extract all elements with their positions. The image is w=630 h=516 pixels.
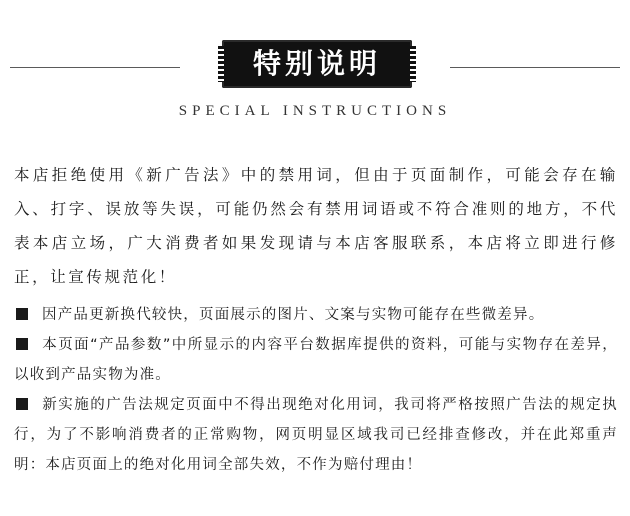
header-rule-left: [10, 67, 180, 68]
note-item: [14, 390, 618, 480]
square-bullet-icon: [16, 338, 28, 350]
note-text: 因产品更新换代较快，页面展示的图片、文案与实物可能存在些微差异。: [42, 307, 545, 323]
instructions-content: [14, 158, 618, 480]
note-text: 新实施的广告法规定页面中不得出现绝对化用词，我司将严格按照广告法的规定执行，为了不影响消费者的正常购物，网页明显区域我司已经排查修改，并在此郑重声明：本店页面上的绝对化用词全部失效，不作为赔付理由！: [14, 397, 618, 473]
note-text: 本页面“产品参数”中所显示的内容平台数据库提供的资料，可能与实物存在差异，以收到产品实物为准。: [14, 337, 618, 383]
header-rule-right: [450, 67, 620, 68]
intro-paragraph: 本店拒绝使用《新广告法》中的禁用词，但由于页面制作，可能会存在输入、打字、误放等失误，可能仍然会有禁用词语或不符合准则的地方，不代表本店立场，广大消费者如果发现请与本店客服联系，本店将立即进行修正，让宣传规范化！: [14, 166, 618, 286]
notes-list: [14, 300, 618, 480]
note-item: [14, 300, 618, 330]
page-title: 特别说明: [252, 47, 381, 80]
note-item: [14, 330, 618, 390]
square-bullet-icon: [16, 398, 28, 410]
title-banner: [222, 40, 412, 88]
page-subtitle: SPECIAL INSTRUCTIONS: [178, 103, 452, 119]
header: [0, 0, 630, 140]
square-bullet-icon: [16, 308, 28, 320]
